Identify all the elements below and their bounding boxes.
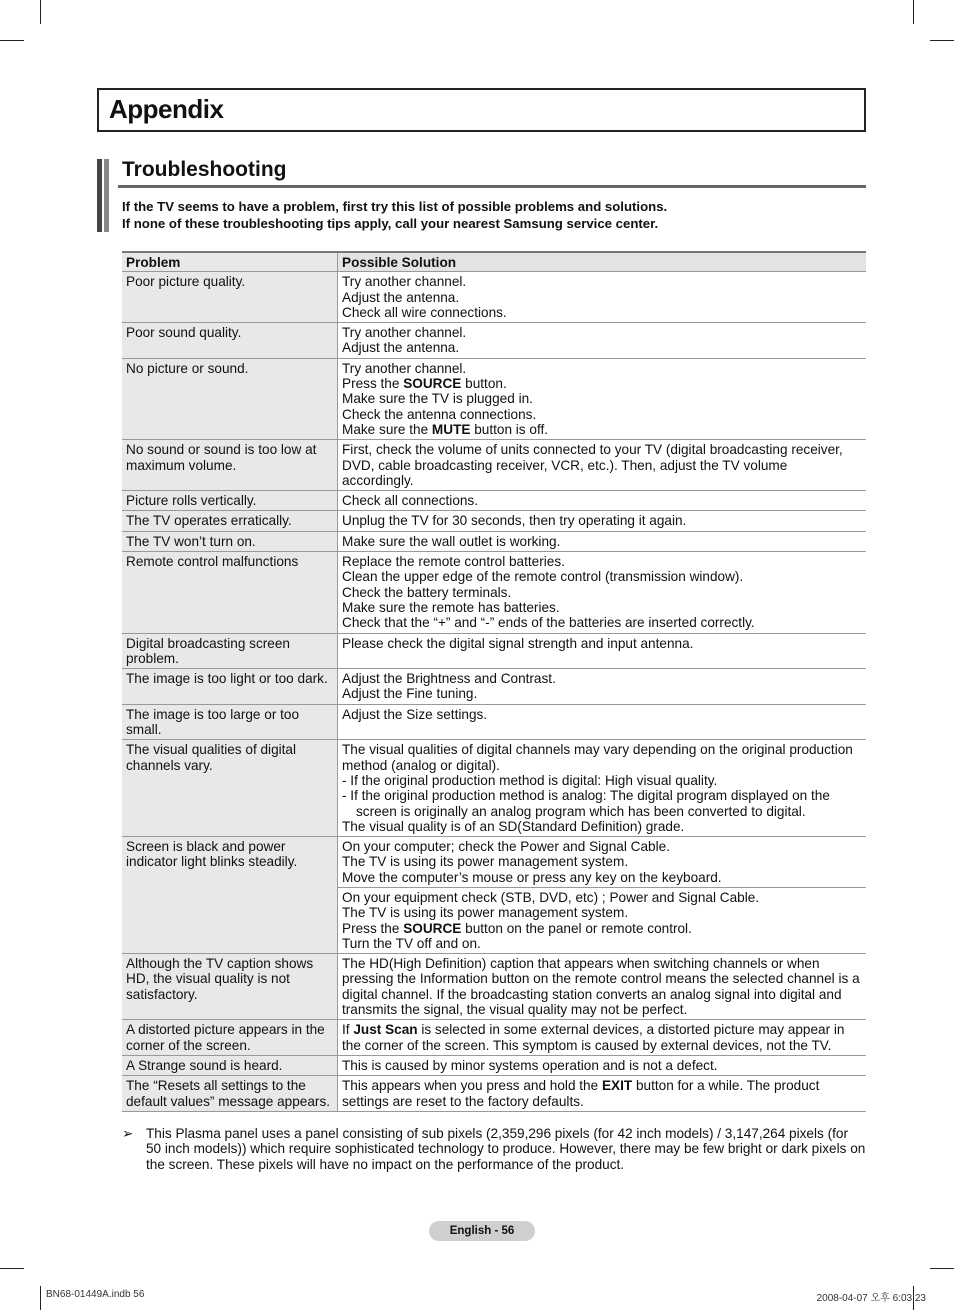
solution-text: If: [342, 1022, 354, 1038]
solution-line: [342, 636, 862, 651]
solution-line: [342, 391, 862, 406]
problem-cell: Picture rolls vertically.: [122, 491, 338, 511]
keyword: MUTE: [431, 421, 471, 437]
solution-text: Check the antenna connections.: [342, 406, 537, 422]
solution-cell: [338, 323, 867, 359]
problem-cell: Screen is black and power indicator light blinks steadily.: [122, 837, 338, 954]
problem-cell: The image is too large or too small.: [122, 704, 338, 740]
crop-mark: [930, 1268, 954, 1269]
solution-text: - If the original production method is digital: High visual quality.: [342, 772, 718, 788]
solution-text: Adjust the antenna.: [342, 340, 460, 356]
section-marker: [97, 159, 113, 232]
solution-text: The TV is using its power management system.: [342, 905, 629, 921]
solution-text: Replace the remote control batteries.: [342, 554, 565, 570]
footer-file: BN68-01449A.indb 56: [46, 1289, 145, 1300]
table-row: [122, 740, 866, 837]
solution-cell: [338, 704, 867, 740]
solution-line: [342, 854, 862, 869]
table-row: [122, 552, 866, 633]
table-row: [122, 1076, 866, 1112]
solution-text: First, check the volume of units connected to your TV (digital broadcasting receiver, DVD, cable broadcasting receiver, VCR, etc.). Then, adjust the TV volume accordingly.: [342, 442, 843, 488]
crop-mark: [0, 1268, 24, 1269]
solution-line: [342, 773, 862, 788]
table-row: [122, 1055, 866, 1075]
solution-line: [342, 1078, 862, 1109]
table-row: [122, 531, 866, 551]
solution-line: [342, 513, 862, 528]
appendix-header: [97, 88, 866, 132]
table-row: [122, 954, 866, 1020]
solution-text: Adjust the Brightness and Contrast.: [342, 671, 556, 687]
solution-cell: [338, 633, 867, 669]
solution-line: [342, 707, 862, 722]
table-row: [122, 1020, 866, 1056]
table-body: [122, 272, 866, 1112]
problem-cell: Poor sound quality.: [122, 323, 338, 359]
solution-cell: [338, 358, 867, 439]
solution-line: [342, 442, 862, 488]
keyword: EXIT: [601, 1078, 633, 1094]
solution-line: [342, 274, 862, 289]
crop-mark: [40, 0, 41, 24]
solution-text: Adjust the antenna.: [342, 289, 460, 305]
solution-line: [342, 819, 862, 834]
crop-mark: [40, 1286, 41, 1310]
solution-line: [342, 615, 862, 630]
solution-line: [342, 1058, 862, 1073]
section-bar: [97, 159, 102, 232]
solution-cell: [338, 740, 867, 837]
problem-cell: Remote control malfunctions: [122, 552, 338, 633]
solution-text: On your equipment check (STB, DVD, etc) ; Power and Signal Cable.: [342, 889, 760, 905]
solution-text: is selected in some external devices, a distorted picture may appear in the corner of the screen. This symptom is caused by external devices, not the TV.: [342, 1022, 845, 1053]
solution-cell: [338, 531, 867, 551]
solution-line: [342, 290, 862, 305]
solution-line: [342, 839, 862, 854]
section-divider: [118, 185, 866, 188]
solution-line: [342, 921, 862, 936]
troubleshooting-table: [122, 251, 866, 1112]
solution-line: [342, 340, 862, 355]
note-text: This Plasma panel uses a panel consisting of sub pixels (2,359,296 pixels (for 42 inch models) / 3,147,264 pixels (for 50 inch models)) which require sophisticated technology to produce. However, there may be few bright or dark pixels on the screen. These pixels will have no impact on the performance of the product.: [146, 1126, 866, 1172]
solution-cell: [338, 440, 867, 491]
crop-mark: [930, 40, 954, 41]
keyword: SOURCE: [403, 376, 462, 392]
solution-cell: [338, 887, 867, 953]
table-row: [122, 358, 866, 439]
table-row: [122, 669, 866, 705]
solution-text: Check all wire connections.: [342, 304, 507, 320]
solution-line: [342, 422, 862, 437]
intro-text: [122, 198, 862, 232]
solution-line: [342, 788, 862, 819]
table-row: [122, 633, 866, 669]
table-row: [122, 323, 866, 359]
solution-text: The visual quality is of an SD(Standard Definition) grade.: [342, 818, 685, 834]
solution-line: [342, 407, 862, 422]
keyword: Just Scan: [353, 1022, 418, 1038]
solution-line: [342, 376, 862, 391]
footer-timestamp: 2008-04-07 오후 6:03:23: [816, 1293, 926, 1304]
solution-line: [342, 569, 862, 584]
table-row: [122, 837, 866, 888]
solution-text: On your computer; check the Power and Signal Cable.: [342, 839, 670, 855]
solution-cell: [338, 1076, 867, 1112]
solution-line: [342, 742, 862, 773]
problem-cell: A Strange sound is heard.: [122, 1055, 338, 1075]
solution-cell: [338, 1020, 867, 1056]
table-row: [122, 491, 866, 511]
solution-cell: [338, 954, 867, 1020]
section-title: Troubleshooting: [122, 158, 287, 181]
solution-text: - If the original production method is analog: The digital program displayed on the screen is originally an analog program which has been converted to digital.: [342, 788, 830, 819]
solution-line: [342, 585, 862, 600]
solution-line: [342, 600, 862, 615]
problem-cell: Although the TV caption shows HD, the visual quality is not satisfactory.: [122, 954, 338, 1020]
solution-cell: [338, 1055, 867, 1075]
solution-text: Turn the TV off and on.: [342, 935, 481, 951]
solution-text: Move the computer’s mouse or press any key on the keyboard.: [342, 869, 722, 885]
solution-line: [342, 956, 862, 1017]
solution-line: [342, 325, 862, 340]
solution-cell: [338, 837, 867, 888]
solution-text: Adjust the Size settings.: [342, 706, 488, 722]
column-header-problem: Problem: [122, 252, 338, 272]
solution-cell: [338, 511, 867, 531]
intro-line: If none of these troubleshooting tips apply, call your nearest Samsung service center.: [122, 216, 659, 231]
solution-cell: [338, 491, 867, 511]
problem-cell: The TV operates erratically.: [122, 511, 338, 531]
solution-text: Clean the upper edge of the remote control (transmission window).: [342, 569, 744, 585]
solution-line: [342, 493, 862, 508]
note-arrow-icon: ➢: [122, 1126, 134, 1141]
solution-text: Please check the digital signal strength and input antenna.: [342, 635, 694, 651]
table-row: [122, 511, 866, 531]
solution-cell: [338, 669, 867, 705]
solution-line: [342, 554, 862, 569]
table-row: [122, 440, 866, 491]
note: [122, 1126, 866, 1172]
page-title: Appendix: [109, 94, 224, 124]
solution-text: Adjust the Fine tuning.: [342, 686, 478, 702]
intro-line: If the TV seems to have a problem, first try this list of possible problems and solutions.: [122, 199, 668, 214]
solution-line: [342, 890, 862, 905]
solution-text: This appears when you press and hold the: [342, 1078, 602, 1094]
solution-line: [342, 905, 862, 920]
solution-text: This is caused by minor systems operation and is not a defect.: [342, 1057, 718, 1073]
page-number: English - 56: [429, 1221, 535, 1241]
crop-mark: [913, 0, 914, 24]
solution-cell: [338, 272, 867, 323]
crop-mark: [0, 40, 24, 41]
problem-cell: The TV won’t turn on.: [122, 531, 338, 551]
solution-text: Make sure the wall outlet is working.: [342, 533, 561, 549]
solution-text: The HD(High Definition) caption that appears when switching channels or when pressing the Information button on the remote control means the selected channel is a digital channel. If the broadcasting station converts an analog signal into digital and transmits the signal, the visual quality may not be perfect.: [342, 956, 860, 1018]
solution-text: button.: [461, 376, 507, 392]
solution-line: [342, 870, 862, 885]
problem-cell: The visual qualities of digital channels vary.: [122, 740, 338, 837]
problem-cell: A distorted picture appears in the corner of the screen.: [122, 1020, 338, 1056]
solution-text: The visual qualities of digital channels may vary depending on the original production method (analog or digital).: [342, 742, 853, 773]
solution-text: button for a while. The product settings are reset to the factory defaults.: [342, 1078, 820, 1109]
solution-text: button on the panel or remote control.: [461, 920, 692, 936]
problem-cell: Poor picture quality.: [122, 272, 338, 323]
solution-text: Make sure the remote has batteries.: [342, 599, 560, 615]
solution-text: Unplug the TV for 30 seconds, then try operating it again.: [342, 513, 687, 529]
problem-cell: The “Resets all settings to the default values” message appears.: [122, 1076, 338, 1112]
solution-text: Check the battery terminals.: [342, 584, 512, 600]
solution-line: [342, 936, 862, 951]
table-row: [122, 704, 866, 740]
solution-text: Try another channel.: [342, 325, 467, 341]
solution-text: Make sure the: [342, 421, 432, 437]
solution-line: [342, 686, 862, 701]
solution-cell: [338, 552, 867, 633]
problem-cell: No sound or sound is too low at maximum volume.: [122, 440, 338, 491]
solution-text: Check that the “+” and “-” ends of the batteries are inserted correctly.: [342, 615, 755, 631]
table-row: [122, 272, 866, 323]
solution-line: [342, 1022, 862, 1053]
solution-text: Try another channel.: [342, 360, 467, 376]
solution-text: Press the: [342, 376, 404, 392]
solution-text: Press the: [342, 920, 404, 936]
solution-line: [342, 671, 862, 686]
keyword: SOURCE: [403, 920, 462, 936]
solution-text: Check all connections.: [342, 493, 479, 509]
problem-cell: The image is too light or too dark.: [122, 669, 338, 705]
solution-text: The TV is using its power management system.: [342, 854, 629, 870]
solution-line: [342, 361, 862, 376]
problem-cell: Digital broadcasting screen problem.: [122, 633, 338, 669]
solution-text: Try another channel.: [342, 274, 467, 290]
solution-line: [342, 534, 862, 549]
table-header-row: [122, 252, 866, 272]
column-header-solution: Possible Solution: [338, 252, 867, 272]
solution-text: Make sure the TV is plugged in.: [342, 391, 533, 407]
problem-cell: No picture or sound.: [122, 358, 338, 439]
section-bar: [104, 159, 109, 232]
solution-line: [342, 305, 862, 320]
solution-text: button is off.: [470, 421, 549, 437]
